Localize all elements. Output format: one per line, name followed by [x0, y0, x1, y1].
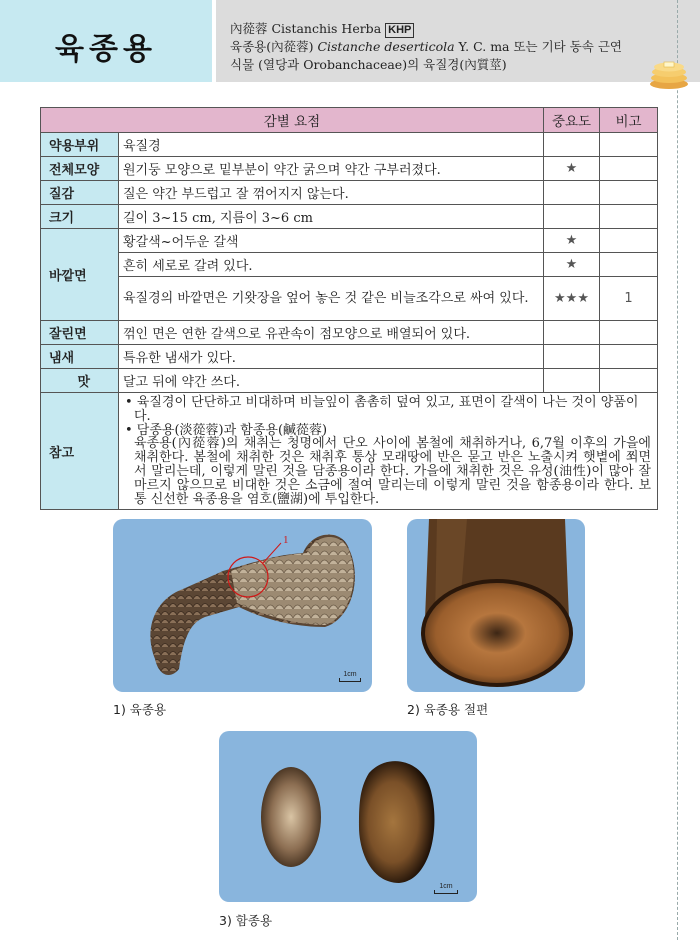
row-label: 크기 — [41, 205, 119, 229]
row-label: 전체모양 — [41, 157, 119, 181]
row-importance: ★ — [544, 253, 600, 277]
row-importance: ★ — [544, 157, 600, 181]
row-importance: ★ — [544, 229, 600, 253]
row-remark — [600, 253, 658, 277]
row-text: 흔히 세로로 갈려 있다. — [119, 253, 544, 277]
row-text: 육질경의 바깥면은 기왓장을 엎어 놓은 것 같은 비늘조각으로 싸여 있다. — [119, 277, 544, 321]
row-text: 육질경 — [119, 133, 544, 157]
scale-bar — [339, 671, 361, 682]
row-remark — [600, 157, 658, 181]
table-row — [41, 229, 658, 253]
row-importance — [544, 133, 600, 157]
callout-label: 1 — [283, 534, 289, 546]
row-importance — [544, 205, 600, 229]
row-label: 약용부위 — [41, 133, 119, 157]
row-label: 참고 — [41, 393, 119, 510]
reference-notes — [119, 393, 658, 510]
note-item: • 육질경이 단단하고 비대하며 비늘잎이 촘촘히 덮여 있고, 표면이 갈색이 나는 것이 양품이다. — [125, 395, 639, 424]
latin-name: 內蓯蓉 Cistanchis Herba — [230, 21, 382, 36]
figure-caption-2: 2) 육종용 절편 — [407, 702, 489, 717]
row-remark — [600, 345, 658, 369]
table-row — [41, 157, 658, 181]
table-row — [41, 253, 658, 277]
pancake-icon — [648, 58, 690, 90]
note-item: • 담종용(淡蓯蓉)과 함종용(鹹蓯蓉) — [125, 422, 328, 438]
row-remark — [600, 321, 658, 345]
row-text: 길이 3~15 cm, 지름이 3~6 cm — [119, 205, 544, 229]
row-text: 특유한 냄새가 있다. — [119, 345, 544, 369]
row-importance: ★★★ — [544, 277, 600, 321]
table-row — [41, 393, 658, 510]
table-row — [41, 369, 658, 393]
row-remark: 1 — [600, 277, 658, 321]
title-box — [0, 0, 212, 82]
page-title: 육종용 — [55, 32, 157, 67]
cut-line — [677, 0, 678, 940]
row-remark — [600, 133, 658, 157]
row-remark — [600, 369, 658, 393]
header-key-points: 감별 요점 — [41, 108, 544, 133]
header-description — [230, 20, 670, 74]
row-label: 잘린면 — [41, 321, 119, 345]
table-row — [41, 277, 658, 321]
row-remark — [600, 181, 658, 205]
row-text: 원기둥 모양으로 밑부분이 약간 굵으며 약간 구부러졌다. — [119, 157, 544, 181]
row-label: 냄새 — [41, 345, 119, 369]
header-line-3: 식물 (열당과 Orobanchaceae)의 육질경(內質莖) — [230, 57, 507, 72]
row-importance — [544, 321, 600, 345]
photo-cistanche-section — [407, 519, 585, 692]
row-text: 황갈색~어두운 갈색 — [119, 229, 544, 253]
species-suffix: Y. C. ma 또는 기타 동속 근연 — [454, 39, 622, 54]
table-header-row — [41, 108, 658, 133]
row-label: 바깥면 — [41, 229, 119, 321]
header-line-1 — [230, 20, 670, 38]
row-remark — [600, 229, 658, 253]
row-label: 질감 — [41, 181, 119, 205]
row-importance — [544, 369, 600, 393]
row-remark — [600, 205, 658, 229]
note-paragraph: 육종용(內蓯蓉)의 채취는 청명에서 단오 사이에 봄철에 채취하거나, 6,7월 이후의 가을에 채취한다. 봄철에 채취한 것은 채취후 통상 모래땅에 반은 묻고 반은 노출시켜 햇볕에 쬐면서 말리는데, 이렇게 말린 것을 담종용이라 한다. 가을에 채취한 것은 유성(油性)이 많아 잘 마르지 않으므로 비대한 것은 소금에 절여 말리는데 이렇게 말린 것을 함종용이라 한다. 보통 신선한 육종용을 염호(鹽湖)에 투입한다. — [134, 436, 651, 507]
scale-bar — [434, 883, 458, 894]
cistanche-section-image — [407, 519, 585, 692]
row-label: 맛 — [41, 369, 119, 393]
row-text: 질은 약간 부드럽고 잘 꺾어지지 않는다. — [119, 181, 544, 205]
scale-label: 1cm — [343, 671, 357, 678]
header-remark: 비고 — [600, 108, 658, 133]
figure-caption-1: 1) 육종용 — [113, 702, 167, 717]
header-line-2 — [230, 38, 670, 56]
khp-badge: KHP — [385, 23, 414, 38]
table-row — [41, 205, 658, 229]
table-row — [41, 181, 658, 205]
row-text: 꺾인 면은 연한 갈색으로 유관속이 점모양으로 배열되어 있다. — [119, 321, 544, 345]
scale-label: 1cm — [439, 883, 453, 890]
salted-cistanche-image — [219, 731, 477, 902]
photo-salted-cistanche — [219, 731, 477, 902]
table-row — [41, 321, 658, 345]
row-importance — [544, 345, 600, 369]
figure-caption-3: 3) 함종용 — [219, 913, 273, 928]
table-row — [41, 133, 658, 157]
cistanche-stem-image — [113, 519, 372, 692]
row-text: 달고 뒤에 약간 쓰다. — [119, 369, 544, 393]
photo-cistanche-whole — [113, 519, 372, 692]
table-row — [41, 345, 658, 369]
header-importance: 중요도 — [544, 108, 600, 133]
row-importance — [544, 181, 600, 205]
species-name: Cistanche deserticola — [317, 39, 455, 54]
identification-table — [40, 107, 658, 510]
korean-name: 육종용(內蓯蓉) — [230, 39, 318, 54]
